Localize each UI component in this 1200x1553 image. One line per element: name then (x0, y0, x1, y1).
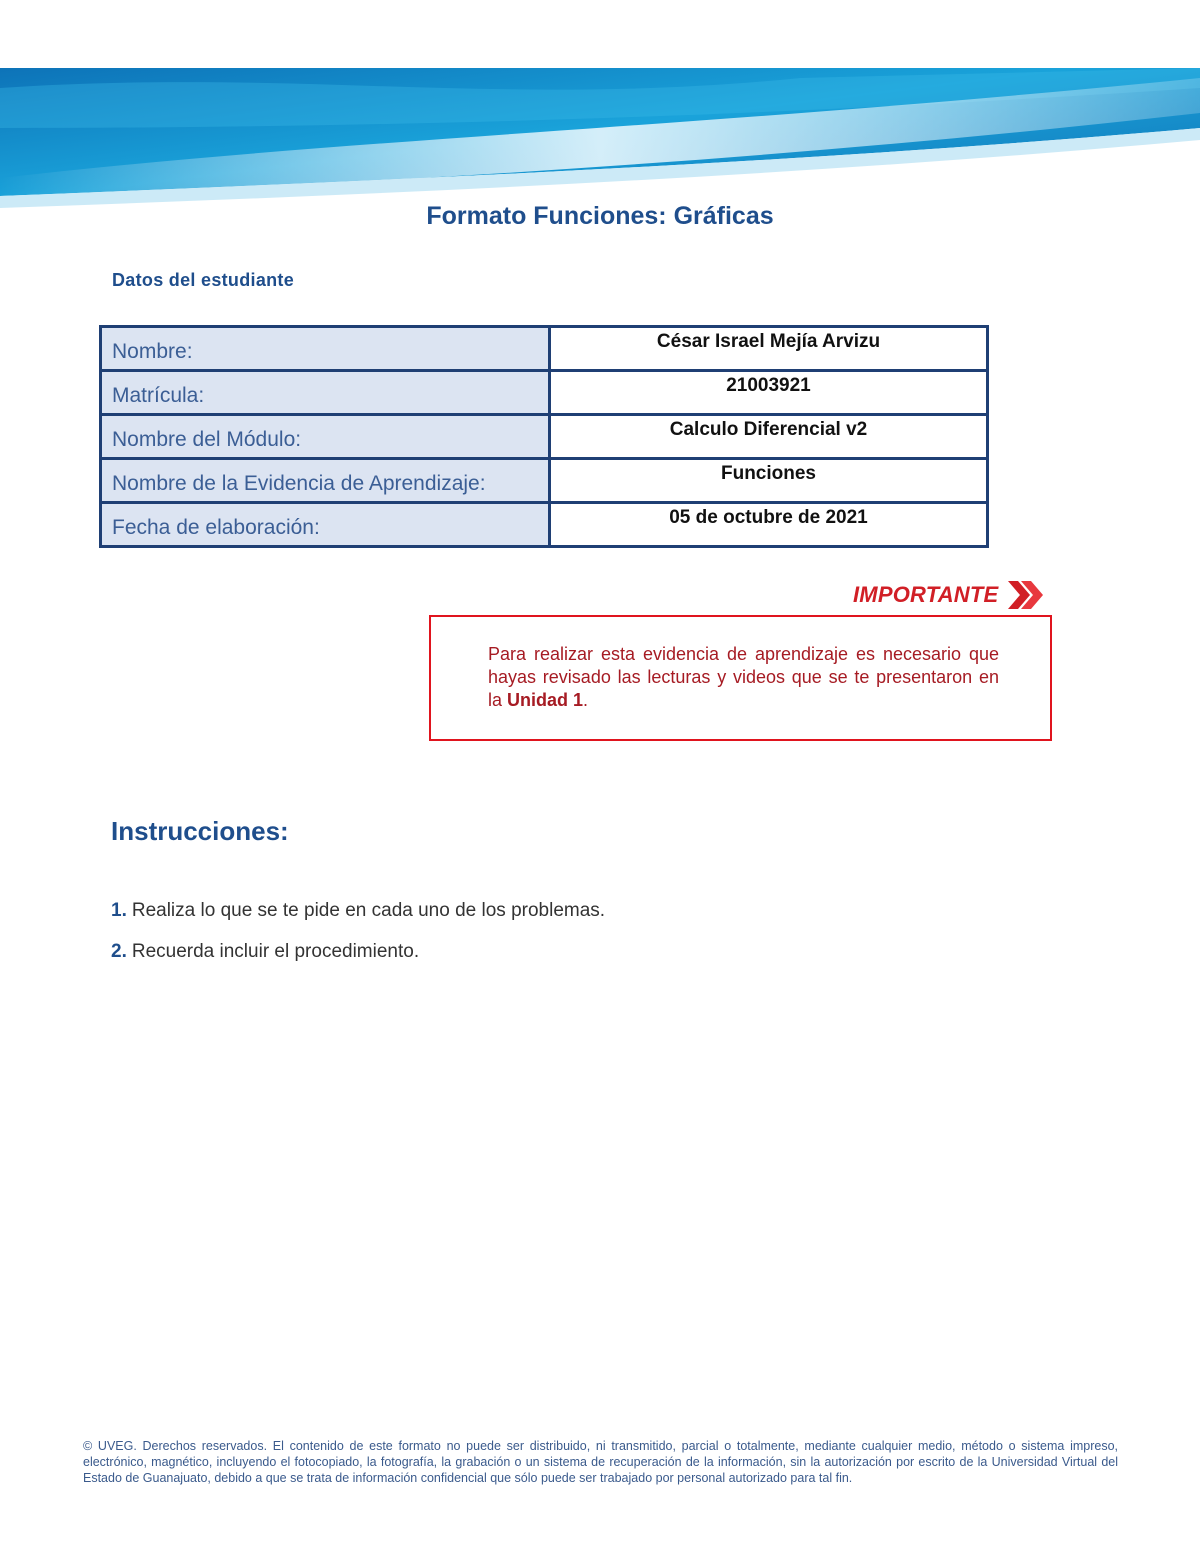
instructions-list (111, 900, 605, 982)
field-value-date: 05 de octubre de 2021 (550, 503, 988, 547)
table-row (101, 503, 988, 547)
student-data-table (99, 325, 989, 548)
important-label: IMPORTANTE (853, 582, 999, 607)
important-notice-text (488, 643, 999, 712)
field-value-enrollment: 21003921 (550, 371, 988, 415)
field-label: Nombre: (101, 327, 550, 371)
table-row (101, 327, 988, 371)
table-row (101, 459, 988, 503)
important-notice-box (429, 615, 1052, 741)
document-title: Formato Funciones: Gráficas (426, 202, 774, 230)
table-row (101, 415, 988, 459)
item-text: Recuerda incluir el procedimiento. (131, 941, 420, 962)
field-label: Fecha de elaboración: (101, 503, 550, 547)
field-value-name: César Israel Mejía Arvizu (550, 327, 988, 371)
list-item (111, 941, 605, 982)
item-text: Realiza lo que se te pide en cada uno de los problemas. (131, 900, 606, 921)
item-number: 2. (111, 941, 127, 962)
field-value-module: Calculo Diferencial v2 (550, 415, 988, 459)
field-label: Matrícula: (101, 371, 550, 415)
field-value-evidence: Funciones (550, 459, 988, 503)
table-row (101, 371, 988, 415)
copyright-footer: © UVEG. Derechos reservados. El contenido de este formato no puede ser distribuido, ni transmitido, parcial o totalmente, mediante cualquier medio, método o sistema impreso, electrónico, magnético, incluyendo el fotocopiado, la fotografía, la grabación o un sistema de recuperación de la información, sin la autorización por escrito de la Universidad Virtual del Estado de Guanajuato, debido a que se trata de información confidencial que sólo puede ser trabajado por personal autorizado para tal fin. (83, 1439, 1118, 1485)
field-label: Nombre del Módulo: (101, 415, 550, 459)
header-banner (0, 68, 1200, 216)
important-tag (853, 575, 1046, 615)
section-label-student-data: Datos del estudiante (112, 270, 295, 290)
instructions-heading: Instrucciones: (111, 816, 289, 846)
field-label: Nombre de la Evidencia de Aprendizaje: (101, 459, 550, 503)
notice-text-part: Para realizar esta evidencia de aprendizaje es necesario que hayas revisado las lecturas y videos que se te presentaron en la (488, 644, 999, 710)
notice-unit-reference: Unidad 1 (507, 690, 584, 710)
double-chevron-right-icon (1006, 577, 1046, 613)
item-number: 1. (111, 900, 127, 921)
list-item (111, 900, 605, 941)
notice-text-end: . (583, 690, 589, 710)
